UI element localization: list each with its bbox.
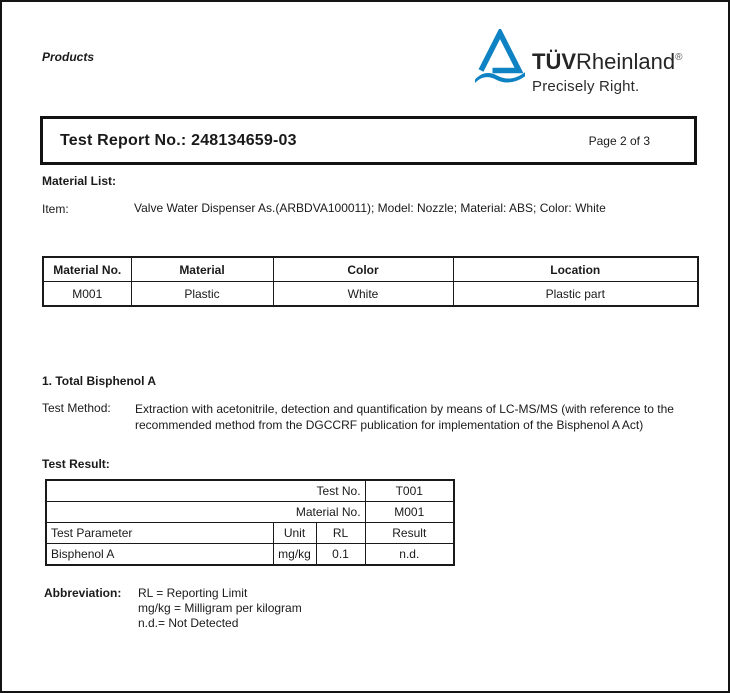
result-table — [45, 479, 455, 566]
material-no-row — [46, 502, 454, 523]
item-label: Item: — [42, 202, 69, 216]
test-method-label: Test Method: — [42, 401, 111, 415]
abbreviation-line-mgkg: mg/kg = Milligram per kilogram — [138, 601, 302, 615]
report-title: Test Report No.: 248134659-03 — [60, 131, 297, 149]
abbreviation-label: Abbreviation: — [44, 586, 122, 600]
test-no-row — [46, 480, 454, 502]
material-no-label: Material No. — [46, 502, 365, 523]
section-heading: 1. Total Bisphenol A — [42, 374, 157, 388]
material-header: Material — [131, 257, 273, 282]
material-no-header: Material No. — [43, 257, 131, 282]
rl-cell: 0.1 — [316, 544, 365, 566]
page-number: Page 2 of 3 — [588, 133, 650, 148]
logo-tuv-text: TÜV — [532, 49, 576, 74]
abbreviation-line-rl: RL = Reporting Limit — [138, 586, 248, 600]
registered-trademark-icon: ® — [675, 52, 683, 63]
test-result-label: Test Result: — [42, 457, 110, 471]
abbreviation-definitions — [138, 586, 302, 631]
test-no-value: T001 — [365, 480, 454, 502]
test-parameter-header: Test Parameter — [46, 523, 273, 544]
result-table-header-row — [46, 523, 454, 544]
logo-rheinland-text: Rheinland — [576, 49, 676, 74]
abbreviation-line-nd: n.d.= Not Detected — [138, 616, 239, 630]
logo-tagline: Precisely Right. — [532, 78, 640, 95]
rl-header: RL — [316, 523, 365, 544]
logo-text — [532, 29, 682, 95]
test-no-label: Test No. — [46, 480, 365, 502]
test-method-value: Extraction with acetonitrile, detection and quantification by means of LC-MS/MS (with reference to the recommended method from the DGCCRF publication for implementation of the Bisphenol A Act) — [135, 402, 674, 432]
unit-cell: mg/kg — [273, 544, 316, 566]
logo-wordmark — [532, 47, 682, 73]
report-header-box — [40, 116, 697, 165]
color-header: Color — [273, 257, 453, 282]
result-table-data-row — [46, 544, 454, 566]
material-no-cell: M001 — [43, 282, 131, 307]
material-cell: Plastic — [131, 282, 273, 307]
color-cell: White — [273, 282, 453, 307]
material-table-row — [43, 282, 698, 307]
item-value: Valve Water Dispenser As.(ARBDVA100011); Model: Nozzle; Material: ABS; Color: White — [134, 201, 606, 215]
location-cell: Plastic part — [453, 282, 698, 307]
test-parameter-cell: Bisphenol A — [46, 544, 273, 566]
tuv-triangle-wave-icon — [475, 29, 525, 86]
unit-header: Unit — [273, 523, 316, 544]
tuv-rheinland-logo — [475, 29, 682, 95]
material-table-header-row — [43, 257, 698, 282]
location-header: Location — [453, 257, 698, 282]
material-table — [42, 256, 697, 307]
result-cell: n.d. — [365, 544, 454, 566]
products-label: Products — [42, 50, 95, 64]
material-no-value: M001 — [365, 502, 454, 523]
material-list-heading: Material List: — [42, 174, 117, 188]
result-header: Result — [365, 523, 454, 544]
